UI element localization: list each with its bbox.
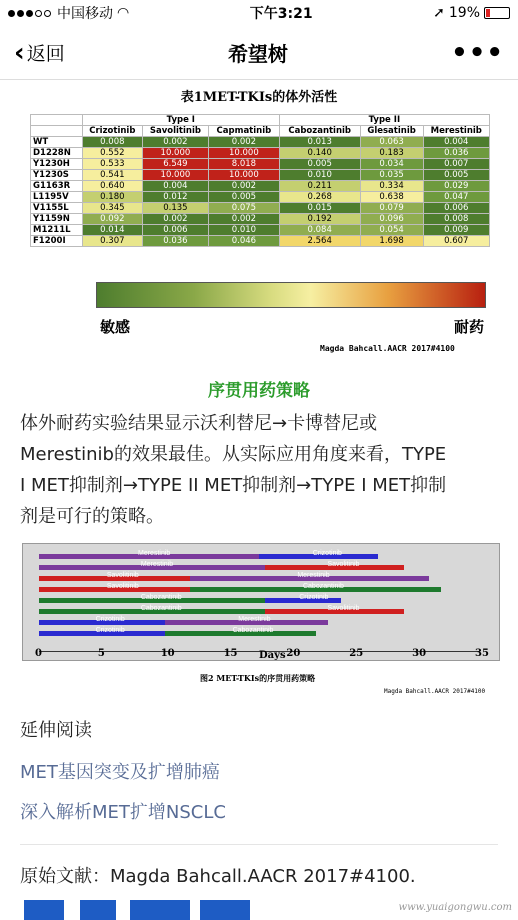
value-cell: 0.307: [82, 236, 142, 247]
tick-label: 35: [475, 648, 489, 659]
timeline-bar: [39, 616, 165, 625]
value-cell: 0.009: [423, 225, 489, 236]
table-row: [31, 137, 490, 148]
value-cell: 0.063: [360, 137, 423, 148]
bar-label: Savolitinib: [327, 605, 360, 612]
timeline-bar: [39, 594, 265, 603]
corner-cell: [31, 126, 83, 137]
value-cell: 0.012: [142, 192, 208, 203]
row-label: F1200I: [31, 236, 83, 247]
timeline-bar: [265, 605, 403, 614]
reference-text: 原始文献：Magda Bahcall.AACR 2017#4100.: [20, 866, 416, 887]
value-cell: 0.180: [82, 192, 142, 203]
bar-label: Merestinib: [138, 550, 171, 557]
bar-label: Merestinib: [140, 561, 174, 568]
bar-label: Cabozantinib: [232, 627, 274, 634]
row-label: G1163R: [31, 181, 83, 192]
bar-label: Savolitinib: [327, 561, 360, 568]
bar-label: Crizotinib: [95, 627, 125, 634]
value-cell: 0.005: [209, 192, 280, 203]
type2-header: Type II: [279, 115, 489, 126]
bar-label: Merestinib: [238, 616, 271, 623]
battery-text: 19%: [448, 5, 480, 21]
value-cell: 0.084: [279, 225, 360, 236]
status-bar: [0, 0, 518, 26]
value-cell: 0.092: [82, 214, 142, 225]
row-label: Y1230S: [31, 170, 83, 181]
row-label: M1211L: [31, 225, 83, 236]
body-paragraph: 体外耐药实验结果显示沃利替尼→卡博替尼或Merestinib的效果最佳。从实际应用角度来看，TYPE I MET抑制剂→TYPE II MET抑制剂→TYPE I MET抑制剂是可行的策略。: [20, 413, 447, 527]
row-label: D1228N: [31, 148, 83, 159]
tick-label: 5: [97, 648, 105, 659]
table-row: [31, 236, 490, 247]
location-icon: ➚: [433, 5, 445, 21]
page-title: 希望树: [227, 42, 288, 66]
nav-bar: [0, 26, 518, 80]
bar-label: Cabozantinib: [140, 605, 182, 612]
timeline-bar: [259, 550, 378, 559]
type1-header: Type I: [82, 115, 279, 126]
value-cell: 0.010: [209, 225, 280, 236]
section-title: 序贯用药策略: [208, 381, 310, 401]
qr-fragment: [24, 900, 64, 920]
chart-caption: 图2 MET-TKIs的序贯用药策略: [200, 673, 316, 683]
sequence-chart: [22, 543, 500, 701]
activity-table: [30, 114, 490, 247]
value-cell: 0.096: [360, 214, 423, 225]
value-cell: 0.005: [423, 170, 489, 181]
timeline-bar: [265, 561, 403, 570]
value-cell: 0.034: [360, 159, 423, 170]
value-cell: 6.549: [142, 159, 208, 170]
row-label: V1155L: [31, 203, 83, 214]
table-row: [31, 159, 490, 170]
value-cell: 10.000: [209, 170, 280, 181]
value-cell: 0.607: [423, 236, 489, 247]
qr-fragment: [200, 900, 250, 920]
timeline-bar: [39, 627, 165, 636]
value-cell: 0.268: [279, 192, 360, 203]
value-cell: 0.183: [360, 148, 423, 159]
wifi-icon: ◠: [117, 5, 130, 21]
back-button[interactable]: [14, 38, 65, 68]
back-label: 返回: [26, 43, 65, 65]
value-cell: 10.000: [209, 148, 280, 159]
row-label: L1195V: [31, 192, 83, 203]
value-cell: 0.046: [209, 236, 280, 247]
bar-label: Crizotinib: [312, 550, 342, 557]
value-cell: 0.035: [360, 170, 423, 181]
value-cell: 0.013: [279, 137, 360, 148]
chart-citation: Magda Bahcall.AACR 2017#4100: [384, 688, 486, 695]
tick-label: 30: [412, 648, 427, 659]
value-cell: 0.047: [423, 192, 489, 203]
axis-label: Days: [259, 650, 286, 661]
value-cell: 0.029: [423, 181, 489, 192]
value-cell: 0.014: [82, 225, 142, 236]
bar-label: Savolitinib: [106, 583, 139, 590]
table-row: [31, 214, 490, 225]
table-row: [31, 225, 490, 236]
value-cell: 0.036: [142, 236, 208, 247]
tick-label: 15: [223, 648, 238, 659]
value-cell: 0.002: [209, 181, 280, 192]
value-cell: 0.135: [142, 203, 208, 214]
divider: [20, 844, 498, 845]
figure-title: 表1MET-TKIs的体外活性: [180, 90, 338, 105]
resistant-label: 耐药: [454, 318, 485, 336]
timeline-bar: [39, 572, 190, 581]
value-cell: 0.002: [142, 137, 208, 148]
value-cell: 1.698: [360, 236, 423, 247]
color-scale-bar: [96, 282, 486, 308]
bar-label: Cabozantinib: [140, 594, 182, 601]
timeline-bar: [39, 561, 265, 570]
value-cell: 0.008: [423, 214, 489, 225]
value-cell: 0.006: [142, 225, 208, 236]
value-cell: 0.552: [82, 148, 142, 159]
table-row: [31, 148, 490, 159]
clock: 下午3:21: [249, 6, 313, 22]
value-cell: 0.640: [82, 181, 142, 192]
read-more-heading: 延伸阅读: [20, 720, 92, 741]
value-cell: 0.002: [209, 137, 280, 148]
value-cell: 10.000: [142, 148, 208, 159]
corner-cell: [31, 115, 83, 126]
figure-citation: Magda Bahcall.AACR 2017#4100: [320, 344, 455, 353]
column-header: Glesatinib: [360, 126, 423, 137]
value-cell: 0.006: [423, 203, 489, 214]
timeline-bar: [165, 627, 316, 636]
value-cell: 0.140: [279, 148, 360, 159]
table-row: [31, 203, 490, 214]
watermark: www.yuaigongwu.com: [398, 902, 512, 913]
tick-label: 0: [35, 648, 42, 659]
timeline-bar: [39, 583, 190, 592]
column-header: Capmatinib: [209, 126, 280, 137]
value-cell: 0.002: [142, 214, 208, 225]
value-cell: 0.211: [279, 181, 360, 192]
qr-fragment: [80, 900, 116, 920]
row-label: WT: [31, 137, 83, 148]
timeline-bar: [265, 594, 340, 603]
bar-label: Crizotinib: [95, 616, 125, 623]
signal-icon: [8, 5, 53, 21]
table-row: [31, 170, 490, 181]
value-cell: 8.018: [209, 159, 280, 170]
qr-fragment: [130, 900, 190, 920]
value-cell: 0.345: [82, 203, 142, 214]
row-label: Y1159N: [31, 214, 83, 225]
column-header: Savolitinib: [142, 126, 208, 137]
value-cell: 0.533: [82, 159, 142, 170]
column-header: Cabozantinib: [279, 126, 360, 137]
value-cell: 0.541: [82, 170, 142, 181]
value-cell: 0.075: [209, 203, 280, 214]
bar-label: Cabozantinib: [302, 583, 344, 590]
value-cell: 0.036: [423, 148, 489, 159]
timeline-bar: [165, 616, 328, 625]
table-row: [31, 181, 490, 192]
row-label: Y1230H: [31, 159, 83, 170]
column-header: Crizotinib: [82, 126, 142, 137]
value-cell: 0.192: [279, 214, 360, 225]
table-row: [31, 192, 490, 203]
tick-label: 20: [286, 648, 301, 659]
timeline-bar: [190, 572, 429, 581]
value-cell: 0.005: [279, 159, 360, 170]
bar-label: Merestinib: [297, 572, 330, 579]
timeline-bar: [39, 605, 265, 614]
chart-area: [22, 543, 500, 661]
figure-table: [20, 84, 498, 356]
value-cell: 0.002: [209, 214, 280, 225]
timeline-bar: [39, 550, 259, 559]
value-cell: 0.015: [279, 203, 360, 214]
value-cell: 10.000: [142, 170, 208, 181]
battery-icon: [484, 7, 510, 19]
value-cell: 0.008: [82, 137, 142, 148]
tick-label: 25: [349, 648, 364, 659]
value-cell: 0.010: [279, 170, 360, 181]
bar-label: Savolitinib: [106, 572, 139, 579]
value-cell: 0.638: [360, 192, 423, 203]
more-button[interactable]: •••: [451, 37, 504, 68]
value-cell: 0.079: [360, 203, 423, 214]
timeline-bar: [190, 583, 441, 592]
carrier: 中国移动: [57, 6, 113, 22]
link-met-mutation[interactable]: MET基因突变及扩增肺癌: [20, 762, 220, 783]
bar-label: Crizotinib: [299, 594, 329, 601]
tick-label: 10: [160, 648, 175, 659]
value-cell: 2.564: [279, 236, 360, 247]
value-cell: 0.007: [423, 159, 489, 170]
link-met-amplification[interactable]: 深入解析MET扩增NSCLC: [20, 802, 226, 823]
value-cell: 0.004: [142, 181, 208, 192]
sensitive-label: 敏感: [100, 318, 131, 336]
value-cell: 0.054: [360, 225, 423, 236]
value-cell: 0.004: [423, 137, 489, 148]
value-cell: 0.334: [360, 181, 423, 192]
chevron-left-icon: ‹: [14, 37, 25, 68]
column-header: Merestinib: [423, 126, 489, 137]
